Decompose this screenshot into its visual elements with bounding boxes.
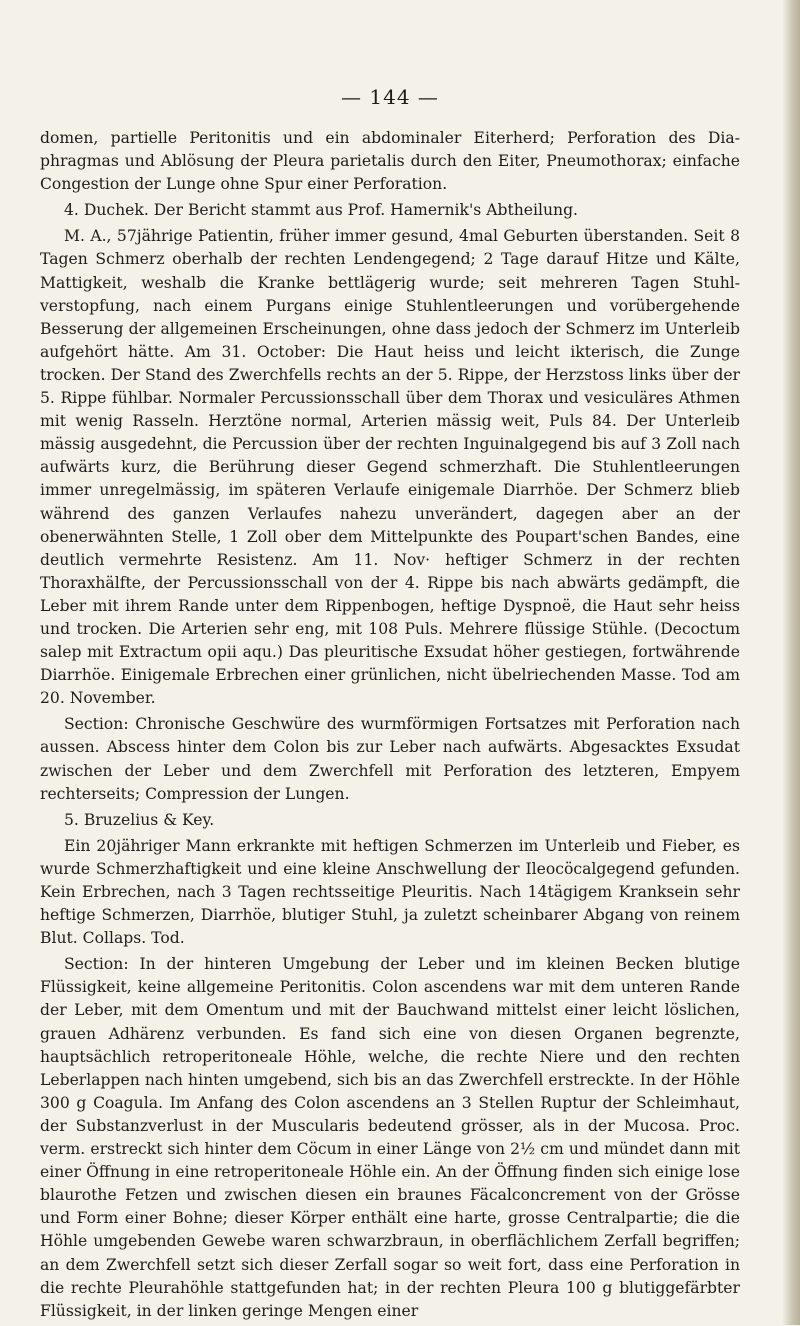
section-findings-duchek: Section: Chronische Geschwüre des wurmförmigen Fortsatzes mit Perforation nach aussen. Abscess hinter dem Colon bis zur Leber nach aufwärts. Abgesacktes Exsudat zwischen der Leber und dem Zwerchfell mit Perforation des letzteren, Empyem rechterseits; Compression der Lungen.: [40, 715, 740, 803]
case-report-duchek: M. A., 57jährige Patientin, früher immer gesund, 4mal Geburten überstanden. Seit 8 Tagen Schmerz oberhalb der rechten Lendengegend; 2 Tage darauf Hitze und Kälte, Mattigkeit, weshalb die Kranke bettlägerig wurde; seit mehreren Tagen Stuhlverstopfung, nach einem Purgans einige Stuhlentleerungen und vorübergehende Besserung der allgemeinen Erscheinungen, ohne dass jedoch der Schmerz im Unterleib aufgehört hätte. Am 31. October: Die Haut heiss und leicht ikterisch, die Zunge trocken. Der Stand des Zwerchfells rechts an der 5. Rippe, der Herzstoss links über der 5. Rippe fühlbar. Normaler Percussionsschall über dem Thorax und vesiculäres Athmen mit wenig Rasseln. Herztöne normal, Arterien mässig weit, Puls 84. Der Unterleib mässig ausgedehnt, die Percussion über der rechten Inguinalgegend bis auf 3 Zoll nach aufwärts kurz, die Berührung dieser Gegend schmerzhaft. Die Stuhlentleerungen immer unregelmässig, im späteren Verlaufe einigemale Diarrhöe. Der Schmerz blieb während des ganzen Verlaufes nahezu unverändert, dagegen aber an der obenerwähnten Stelle, 1 Zoll ober dem Mittelpunkte des Poupart'schen Bandes, eine deutlich vermehrte Resistenz. Am 11. Nov· heftiger Schmerz in der rechten Thoraxhälfte, der Percussionsschall von der 4. Rippe bis nach abwärts gedämpft, die Leber mit ihrem Rande unter dem Rippenbogen, heftige Dyspnoë, die Haut sehr heiss und trocken. Die Arterien sehr eng, mit 108 Puls. Mehrere flüssige Stühle. (Decoctum salep mit Extractum opii aqu.) Das pleuritische Exsudat höher gestiegen, fortwährende Diarrhöe. Einigemale Erbrechen einer grünlichen, nicht übelriechenden Masse. Tod am 20. November.: [40, 227, 740, 708]
section-findings-bruzelius-key: Section: In der hinteren Umgebung der Leber und im kleinen Becken blutige Flüssigkeit, keine allgemeine Peritonitis. Colon ascendens war mit dem unteren Rande der Leber, mit dem Omentum und mit der Bauchwand mittelst einer leicht löslichen, grauen Adhärenz verbunden. Es fand sich eine von diesen Organen begrenzte, hauptsächlich retroperitoneale Höhle, welche, die rechte Niere und den rechten Leberlappen nach hinten umgebend, sich bis an das Zwerchfell erstreckte. In der Höhle 300 g Coagula. Im Anfang des Colon ascendens an 3 Stellen Ruptur der Schleimhaut, der Substanzverlust in der Muscularis bedeutend grösser, als in der Mucosa. Proc. verm. erstreckt sich hinter dem Cöcum in einer Länge von 2½ cm und mündet dann mit einer Öffnung in eine retroperitoneale Höhle ein. An der Öffnung finden sich einige lose blaurothe Fetzen und zwischen diesen ein braunes Fäcalconcrement von der Grösse und Form einer Bohne; dieser Körper enthält eine harte, grosse Centralpartie; die die Höhle umgebenden Gewebe waren schwarzbraun, in oberflächlichem Zerfall begriffen; an dem Zwerchfell setzt sich dieser Zerfall sogar so weit fort, dass eine Perforation in die rechte Pleurahöhle stattgefunden hat; in der rechten Pleura 100 g blutiggefärbter Flüssigkeit, in der linken geringe Mengen einer: [40, 955, 740, 1320]
case-report-bruzelius-key: Ein 20jähriger Mann erkrankte mit heftigen Schmerzen im Unterleib und Fieber, es wurde Schmerzhaftigkeit und eine kleine Anschwellung der Ileocöcalgegend gefunden. Kein Erbrechen, nach 3 Tagen rechtsseitige Pleuritis. Nach 14tägigem Kranksein sehr heftige Schmerzen, Diarrhöe, blutiger Stuhl, ja zuletzt scheinbarer Abgang von reinem Blut. Collaps. Tod.: [40, 836, 740, 948]
page-edge-shadow: [782, 0, 800, 1325]
book-page: [40, 85, 740, 1326]
paragraph-continuation: domen, partielle Peritonitis und ein abdominaler Eiterherd; Perforation des Diaphragmas und Ablösung der Pleura parietalis durch den Eiter, Pneumothorax; einfache Congestion der Lunge ohne Spur einer Perforation.: [40, 129, 740, 194]
case-heading-bruzelius-key: 5. Bruzelius & Key.: [64, 810, 215, 829]
page-number: — 144 —: [341, 85, 439, 109]
case-heading-duchek: 4. Duchek. Der Bericht stammt aus Prof. Hamernik's Abtheilung.: [64, 201, 579, 220]
